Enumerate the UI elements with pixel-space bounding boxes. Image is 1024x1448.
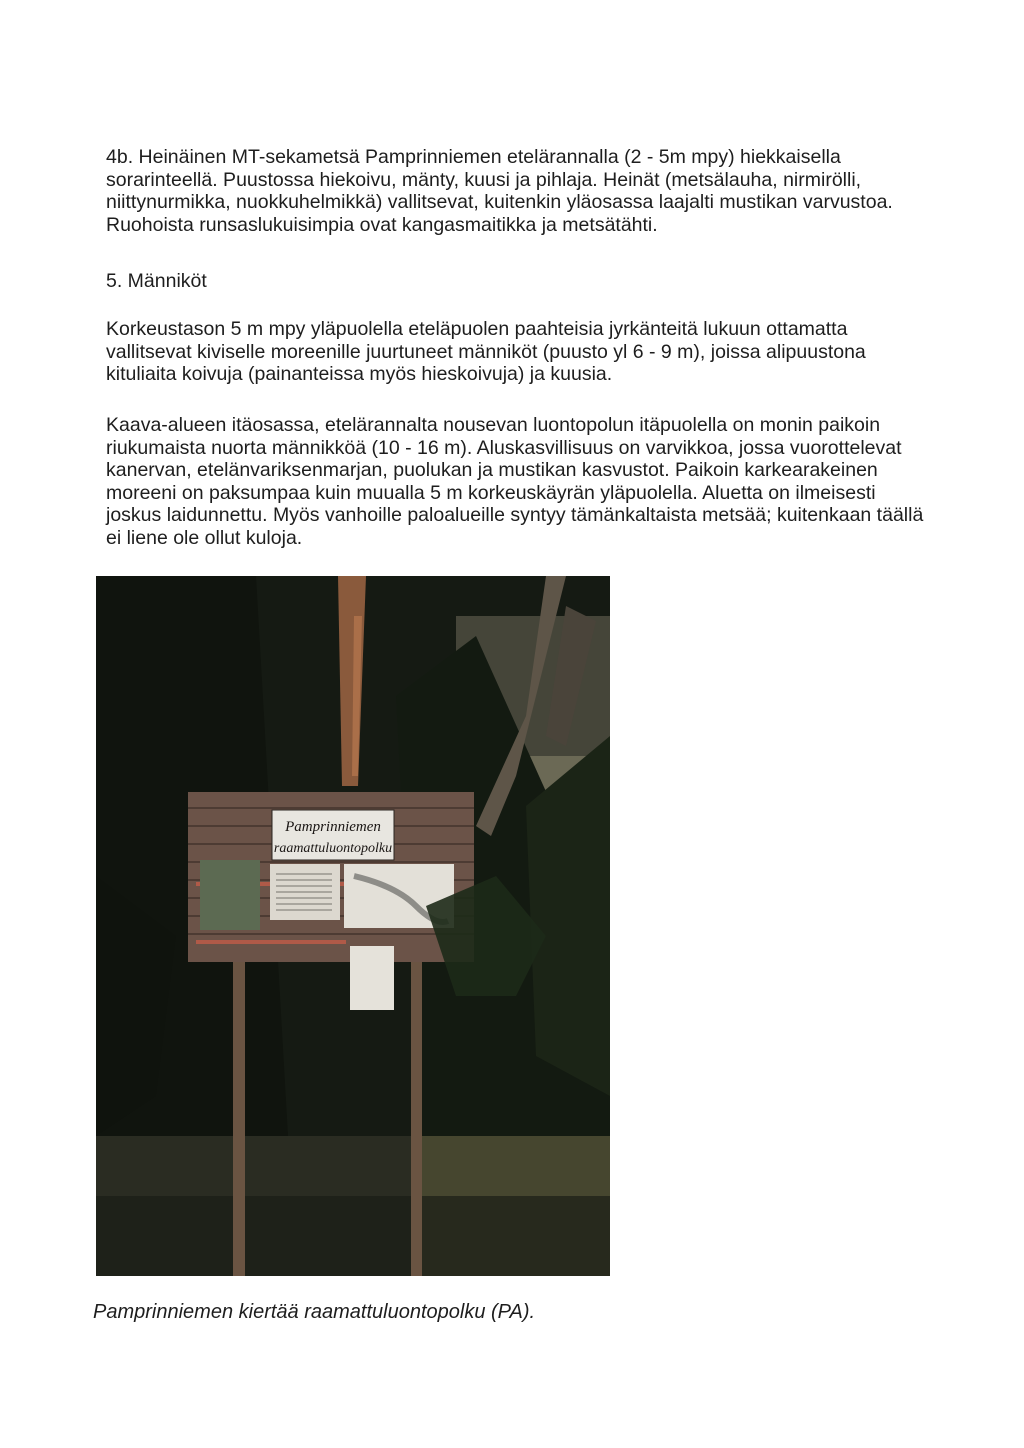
sign-title-line-2: raamattuluontopolku	[273, 841, 393, 856]
forest-sign-photo	[96, 576, 610, 1276]
section-5-paragraph-1: Korkeustason 5 m mpy yläpuolella eteläpuolen paahteisia jyrkänteitä lukuun ottamatta vallitsevat kiviselle moreenille juurtuneet männiköt (puusto yl 6 - 9 m), joissa alipuustona kituliaita koivuja (painanteissa myös hieskoivuja) ja kuusia.	[106, 318, 866, 385]
sign-title-line-1: Pamprinniemen	[285, 819, 381, 835]
section-4b-paragraph: 4b. Heinäinen MT-sekametsä Pamprinniemen etelärannalla (2 - 5m mpy) hiekkaisella sorarinteellä. Puustossa hiekoivu, mänty, kuusi ja pihlaja. Heinät (metsälauha, nirmirölli, niittynurmikka, nuokkuhelmikkä) vallitsevat, kuitenkin yläosassa laajalti mustikan varvustoa. Ruohoista runsaslukuisimpia ovat kangasmaitikka ja metsätähti.	[106, 146, 893, 236]
section-5-paragraph-2: Kaava-alueen itäosassa, etelärannalta nousevan luontopolun itäpuolella on monin paikoin riukumaista nuorta männikköä (10 - 16 m). Aluskasvillisuus on varvikkoa, jossa vuorottelevat kanervan, etelänvariksenmarjan, puolukan ja mustikan kasvustot. Paikoin karkearakeinen moreeni on paksumpaa kuin muualla 5 m korkeuskäyrän yläpuolella. Aluetta on ilmeisesti joskus laidunnettu. Myös vanhoille paloalueille syntyy tämänkaltaista metsää; kuitenkaan täällä ei liene ole ollut kuloja.	[106, 414, 924, 549]
photo-caption: Pamprinniemen kiertää raamattuluontopolku (PA).	[93, 1301, 536, 1323]
section-5-heading: 5. Männiköt	[106, 270, 207, 292]
